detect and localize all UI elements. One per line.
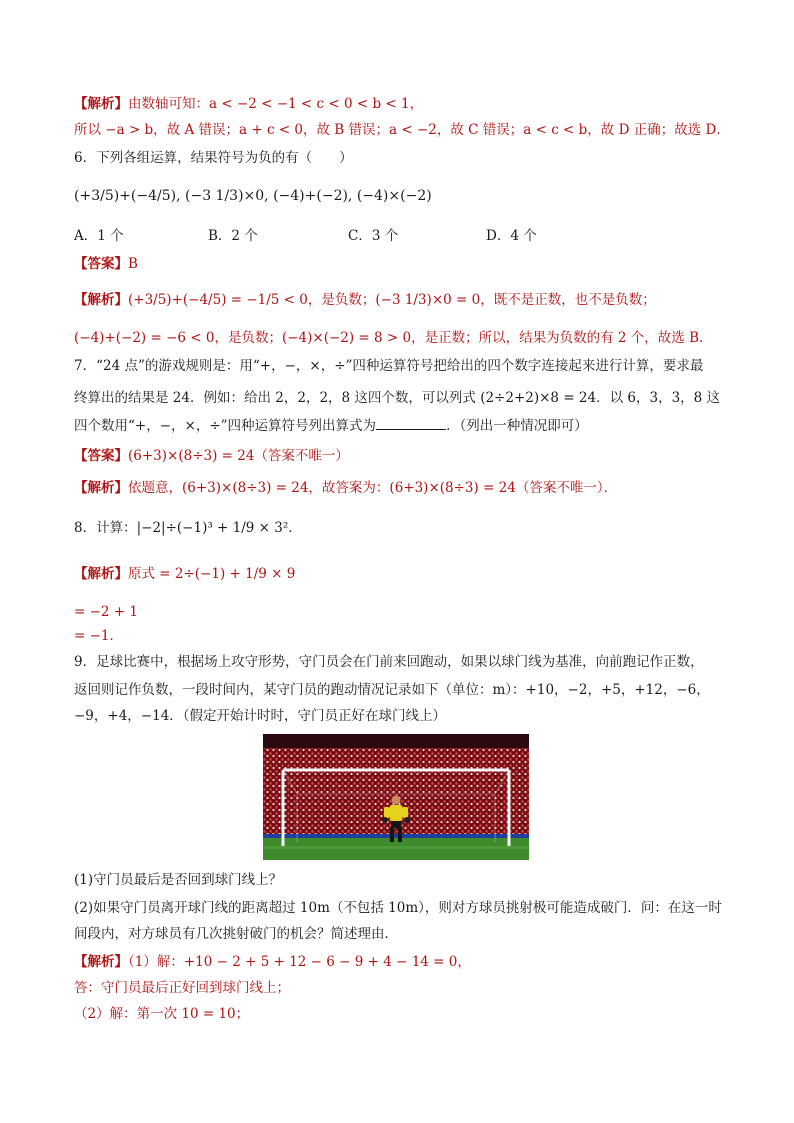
q6-analysis-line1: 【解析】(+3/5)+(−4/5) = −1/5 < 0，是负数；(−3 1/3)×0 = 0，既不是正数，也不是负数； (74, 292, 656, 308)
q6-stem: 6．下列各组运算，结果符号为负的有（ ） (74, 150, 353, 166)
q6-option-b: B．2 个 (208, 228, 258, 244)
q8-stem: 8．计算：|−2|÷(−1)³ + 1/9 × 3²． (74, 520, 302, 536)
q9-line3: −9，+4，−14．（假定开始计时时，守门员正好在球门线上） (74, 708, 447, 724)
q6-analysis-line2: (−4)+(−2) = −6 < 0，是负数；(−4)×(−2) = 8 > 0，是正数；所以，结果为负数的有 2 个，故选 B． (74, 330, 713, 346)
q9-line2: 返回则记作负数，一段时间内，某守门员的跑动情况记录如下（单位：m）：+10，−2，+5，+12，−6， (74, 682, 710, 698)
answer-tag: 【答案】 (74, 256, 128, 272)
analysis-tag: 【解析】 (74, 566, 128, 582)
q9-analysis-line2: 答：守门员最后正好回到球门线上； (74, 980, 290, 996)
analysis-tag: 【解析】 (74, 480, 128, 496)
q6-option-c: C．3 个 (348, 228, 399, 244)
q9-sub2-line1: (2)如果守门员离开球门线的距离超过 10m（不包括 10m），则对方球员挑射极可能造成破门．问：在这一时 (74, 900, 722, 916)
q9-line1: 9．足球比赛中，根据场上攻守形势，守门员会在门前来回跑动，如果以球门线为基准，向前跑记作正数， (74, 654, 704, 670)
q8-analysis-step3: = −1． (74, 628, 124, 644)
q7-answer: 【答案】(6+3)×(8÷3) = 24（答案不唯一） (74, 448, 349, 464)
q8-analysis-step1: 【解析】原式 = 2÷(−1) + 1/9 × 9 (74, 566, 296, 582)
q9-analysis-line3: （2）解：第一次 10 = 10； (74, 1006, 250, 1022)
q5-analysis-line2: 所以 −a > b，故 A 错误；a + c < 0，故 B 错误；a < −2，故 C 错误；a < c < b，故 D 正确；故选 D． (74, 122, 730, 138)
q5-analysis-line1: 【解析】由数轴可知：a < −2 < −1 < c < 0 < b < 1， (74, 96, 424, 112)
q6-option-a: A．1 个 (74, 228, 124, 244)
q8-analysis-step2: = −2 + 1 (74, 604, 138, 620)
q6-expression: (+3/5)+(−4/5), (−3 1/3)×0, (−4)+(−2), (−4)×(−2) (74, 188, 432, 204)
q7-analysis: 【解析】依题意，(6+3)×(8÷3) = 24，故答案为：(6+3)×(8÷3) = 24（答案不唯一）． (74, 480, 618, 496)
q9-sub2-line2: 间段内，对方球员有几次挑射破门的机会？简述理由． (74, 926, 398, 942)
answer-tag: 【答案】 (74, 448, 128, 464)
q7-line3: 四个数用“+，−，×，÷”四种运算符号列出算式为 ．（列出一种情况即可） (74, 418, 588, 434)
answer-blank (376, 417, 446, 430)
q6-answer: 【答案】B (74, 256, 138, 272)
goalkeeper-illustration (263, 734, 529, 860)
q7-line1: 7．“24 点”的游戏规则是：用“+，−，×，÷”四种运算符号把给出的四个数字连接起来进行计算，要求最 (74, 358, 704, 374)
q6-option-d: D．4 个 (486, 228, 537, 244)
q9-analysis-line1: 【解析】（1）解：+10 − 2 + 5 + 12 − 6 − 9 + 4 − 14 = 0， (74, 954, 471, 970)
goalkeeper-photo (263, 734, 529, 860)
analysis-tag: 【解析】 (74, 292, 128, 308)
analysis-tag: 【解析】 (74, 954, 128, 970)
q9-sub1: (1)守门员最后是否回到球门线上？ (74, 872, 283, 888)
q7-line2: 终算出的结果是 24．例如：给出 2，2，2，8 这四个数，可以列式 (2÷2+2)×8 = 24．以 6，3，3，8 这 (74, 390, 721, 406)
analysis-tag: 【解析】 (74, 96, 128, 112)
